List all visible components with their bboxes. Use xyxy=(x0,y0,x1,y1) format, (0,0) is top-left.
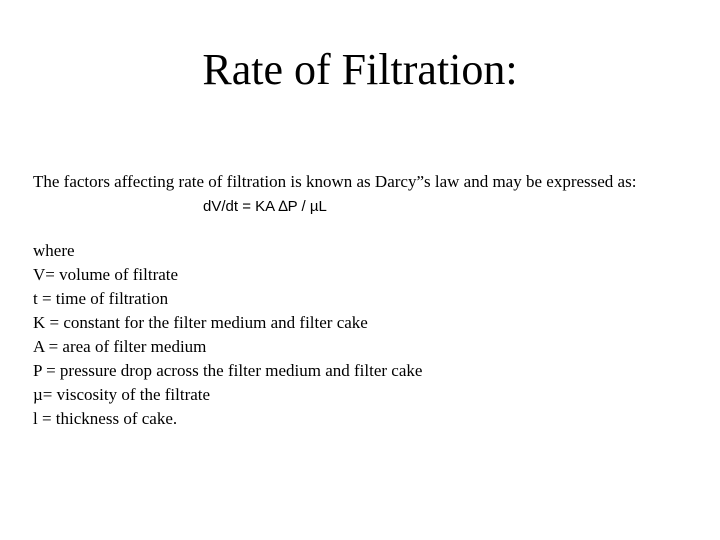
definition-item-time: t = time of filtration xyxy=(33,289,169,308)
definition-item-area: A = area of filter medium xyxy=(33,337,207,356)
darcy-formula: dV/dt = KA ∆P / µL xyxy=(203,198,327,215)
slide-body xyxy=(33,170,693,431)
definition-item-thickness: l = thickness of cake. xyxy=(33,409,178,428)
definition-item-where: where xyxy=(33,241,75,260)
definition-item-viscosity: µ= viscosity of the filtrate xyxy=(33,385,211,404)
definition-item-pressure: P = pressure drop across the filter medium and filter cake xyxy=(33,361,423,380)
definition-list xyxy=(33,239,693,431)
intro-paragraph: The factors affecting rate of filtration is known as Darcy”s law and may be expressed as: xyxy=(33,172,637,191)
definition-item-constant: K = constant for the filter medium and filter cake xyxy=(33,313,368,332)
slide-title: Rate of Filtration: xyxy=(202,45,518,94)
definition-item-volume: V= volume of filtrate xyxy=(33,265,179,284)
